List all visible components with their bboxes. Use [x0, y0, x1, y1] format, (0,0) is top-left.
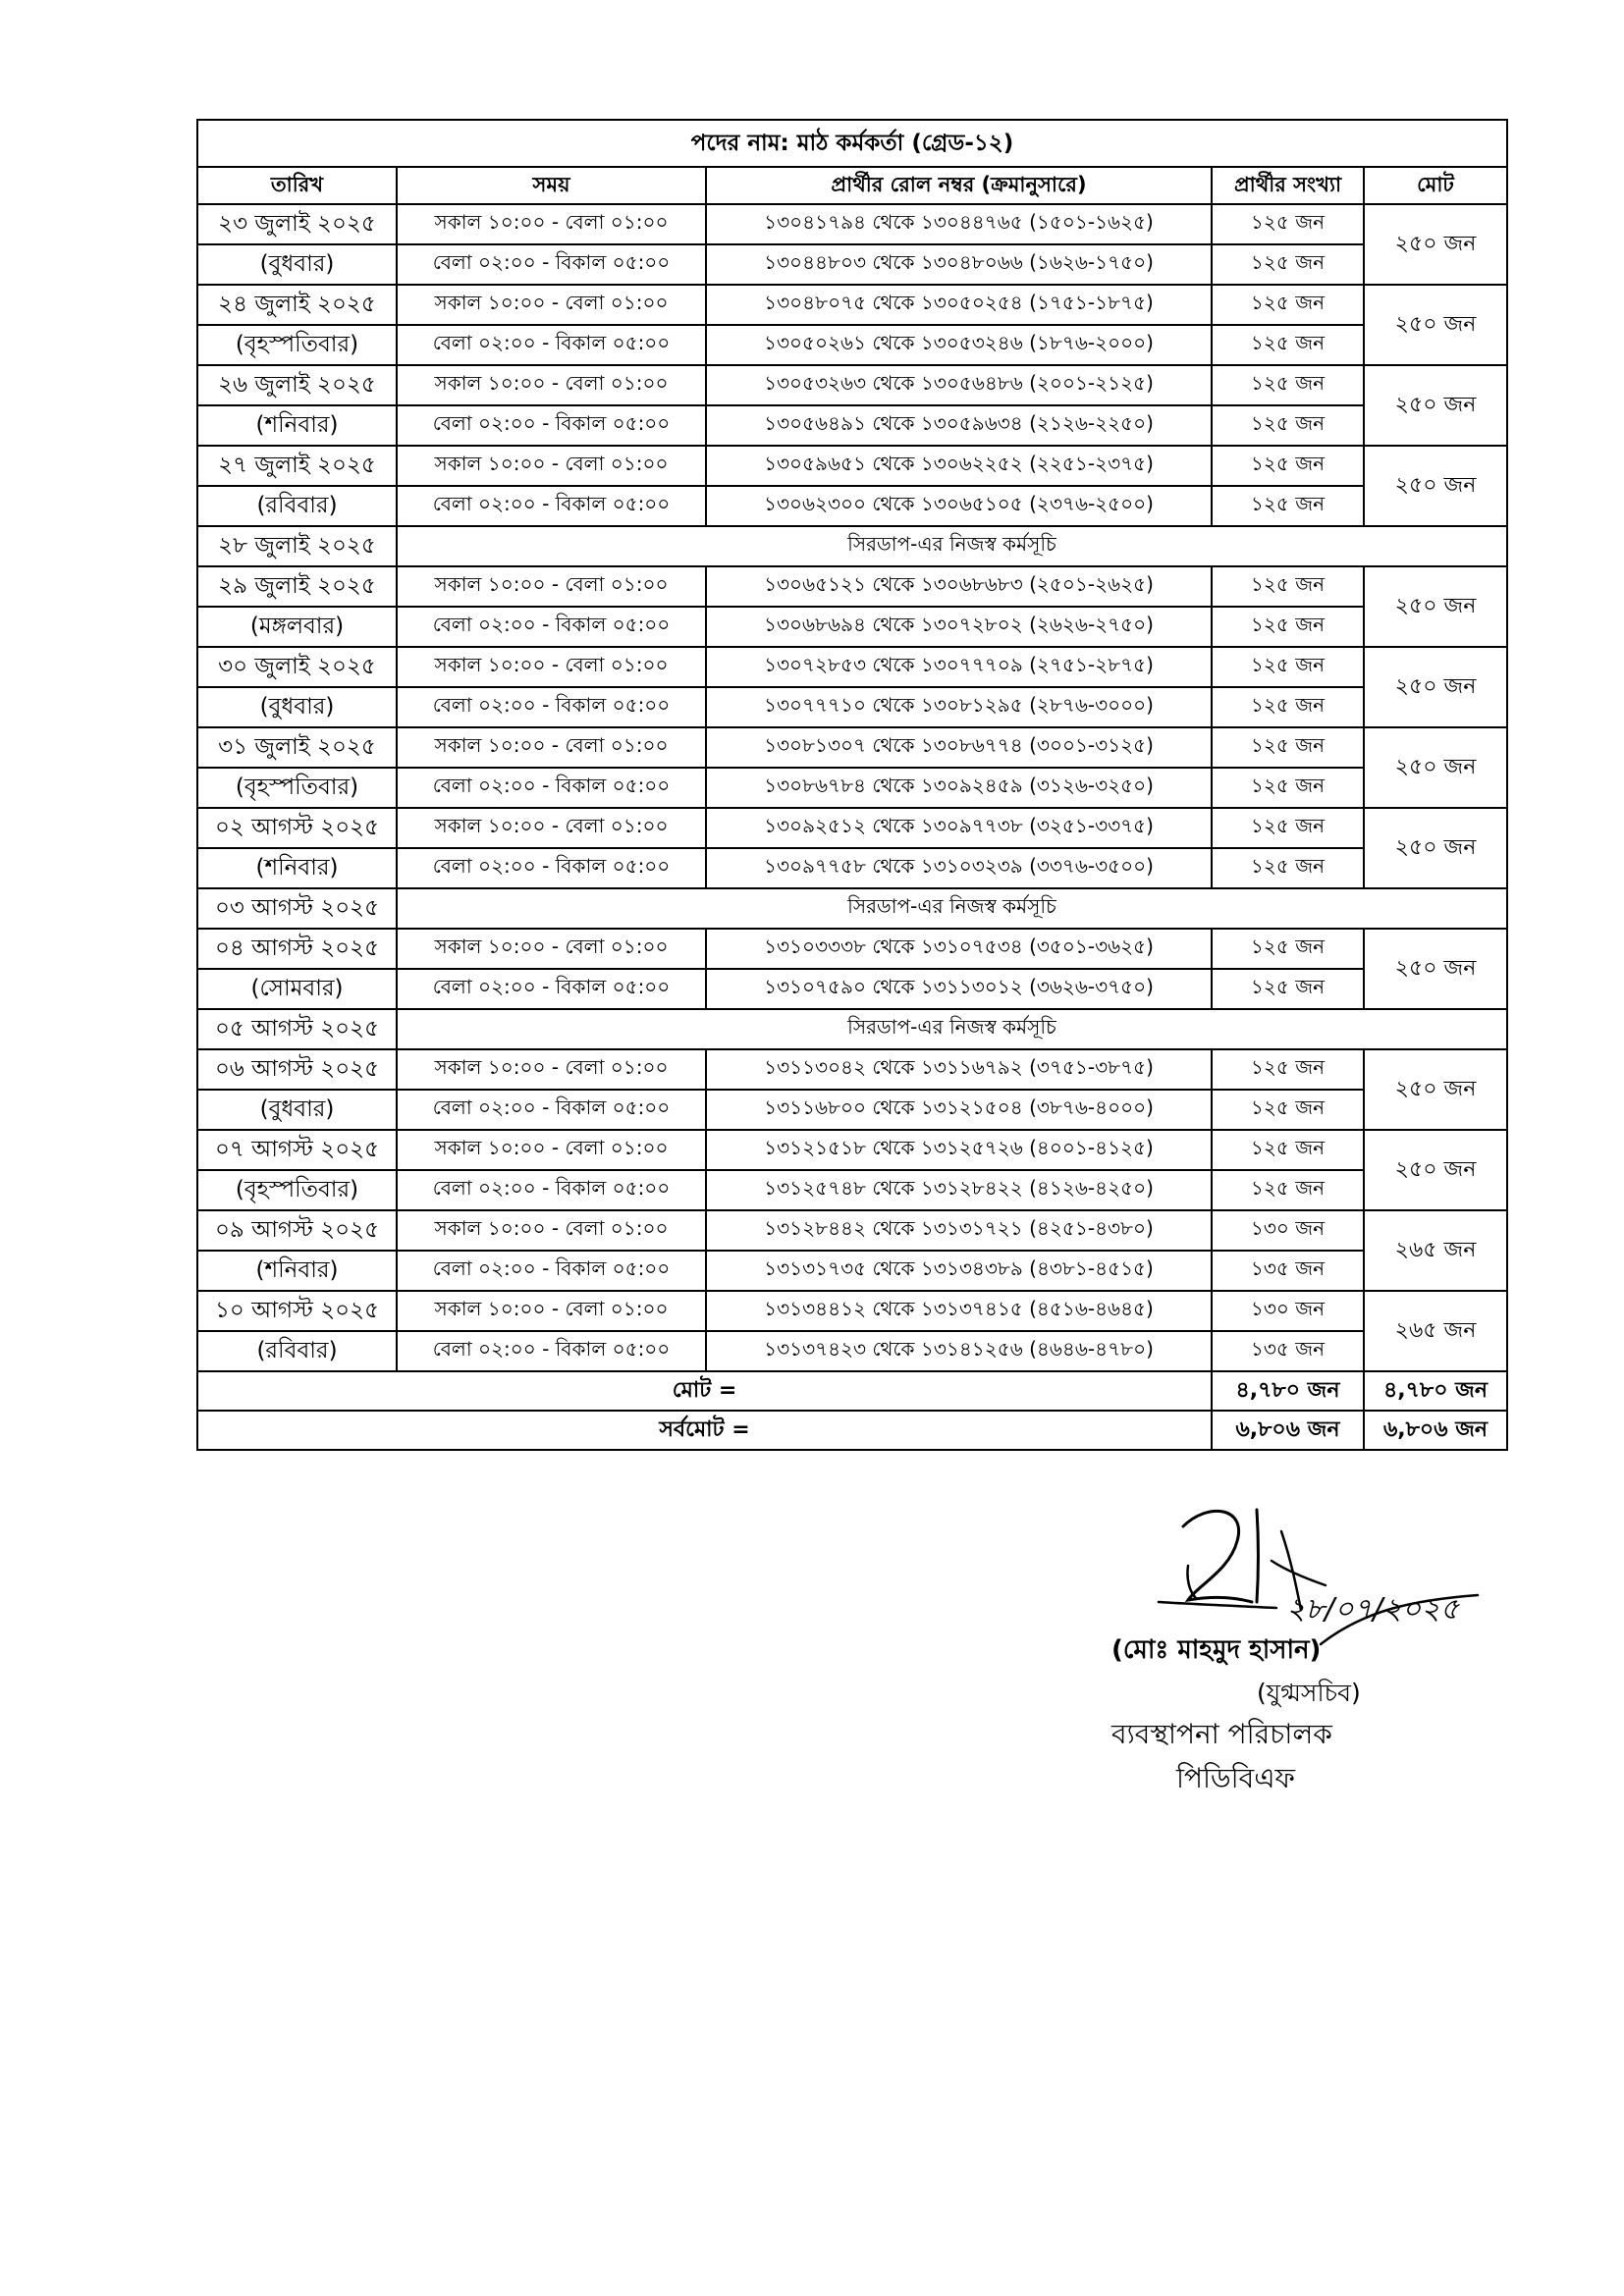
table-row — [197, 405, 1507, 446]
count-cell: ১২৫ জন — [1212, 486, 1364, 526]
time-cell: সকাল ১০:০০ - বেলা ০১:০০ — [397, 1130, 706, 1170]
table-row — [197, 285, 1507, 325]
day-cell: (রবিবার) — [197, 1331, 397, 1371]
time-cell: বেলা ০২:০০ - বিকাল ০৫:০০ — [397, 244, 706, 285]
total-cell: ২৫০ জন — [1364, 1130, 1507, 1210]
time-cell: সকাল ১০:০০ - বেলা ০১:০০ — [397, 727, 706, 768]
roll-cell: ১৩০৪১৭৯৪ থেকে ১৩০৪৪৭৬৫ (১৫০১-১৬২৫) — [706, 204, 1212, 244]
roll-cell: ১৩০৮৬৭৮৪ থেকে ১৩০৯২৪৫৯ (৩১২৬-৩২৫০) — [706, 768, 1212, 808]
table-row — [197, 848, 1507, 888]
header-time: সময় — [397, 167, 706, 204]
date-cell: ২৩ জুলাই ২০২৫ — [197, 204, 397, 244]
date-cell: ০৬ আগস্ট ২০২৫ — [197, 1049, 397, 1090]
table-row — [197, 244, 1507, 285]
day-cell: (বুধবার) — [197, 1090, 397, 1130]
table-row — [197, 1210, 1507, 1251]
count-cell: ১২৫ জন — [1212, 647, 1364, 687]
time-cell: সকাল ১০:০০ - বেলা ০১:০০ — [397, 566, 706, 607]
roll-cell: ১৩০৪৮০৭৫ থেকে ১৩০৫০২৫৪ (১৭৫১-১৮৭৫) — [706, 285, 1212, 325]
count-cell: ১৩৫ জন — [1212, 1331, 1364, 1371]
footer-count: ৬,৮০৬ জন — [1212, 1411, 1364, 1450]
table-row — [197, 929, 1507, 969]
signatory-role: ব্যবস্থাপনা পরিচালক — [1111, 1718, 1332, 1750]
count-cell: ১২৫ জন — [1212, 929, 1364, 969]
time-cell: বেলা ০২:০০ - বিকাল ০৫:০০ — [397, 1251, 706, 1291]
total-cell: ২৫০ জন — [1364, 446, 1507, 526]
time-cell: বেলা ০২:০০ - বিকাল ০৫:০০ — [397, 405, 706, 446]
time-cell: বেলা ০২:০০ - বিকাল ০৫:০০ — [397, 607, 706, 647]
roll-cell: ১৩১৩১৭৩৫ থেকে ১৩১৩৪৩৮৯ (৪৩৮১-৪৫১৫) — [706, 1251, 1212, 1291]
footer-count: ৪,৭৮০ জন — [1212, 1371, 1364, 1411]
roll-cell: ১৩১২৫৭৪৮ থেকে ১৩১২৮৪২২ (৪১২৬-৪২৫০) — [706, 1170, 1212, 1210]
roll-cell: ১৩১২৮৪৪২ থেকে ১৩১৩১৭২১ (৪২৫১-৪৩৮০) — [706, 1210, 1212, 1251]
total-cell: ২৫০ জন — [1364, 929, 1507, 1009]
date-cell: ২৮ জুলাই ২০২৫ — [197, 526, 397, 566]
header-count: প্রার্থীর সংখ্যা — [1212, 167, 1364, 204]
roll-cell: ১৩০৫৬৪৯১ থেকে ১৩০৫৯৬৩৪ (২১২৬-২২৫০) — [706, 405, 1212, 446]
count-cell: ১২৫ জন — [1212, 768, 1364, 808]
total-cell: ২৫০ জন — [1364, 566, 1507, 647]
count-cell: ১২৫ জন — [1212, 687, 1364, 727]
day-cell: (সোমবার) — [197, 969, 397, 1009]
day-cell: (বৃহস্পতিবার) — [197, 1170, 397, 1210]
date-cell: ০৭ আগস্ট ২০২৫ — [197, 1130, 397, 1170]
table-row — [197, 1130, 1507, 1170]
roll-cell: ১৩০৬৫১২১ থেকে ১৩০৬৮৬৮৩ (২৫০১-২৬২৫) — [706, 566, 1212, 607]
day-cell: (বুধবার) — [197, 244, 397, 285]
total-cell: ২৫০ জন — [1364, 285, 1507, 365]
day-cell: (বৃহস্পতিবার) — [197, 325, 397, 365]
time-cell: সকাল ১০:০০ - বেলা ০১:০০ — [397, 1291, 706, 1331]
table-title: পদের নাম: মাঠ কর্মকর্তা (গ্রেড-১২) — [197, 120, 1507, 167]
date-cell: ২৯ জুলাই ২০২৫ — [197, 566, 397, 607]
roll-cell: ১৩০৫৯৬৫১ থেকে ১৩০৬২২৫২ (২২৫১-২৩৭৫) — [706, 446, 1212, 486]
time-cell: সকাল ১০:০০ - বেলা ০১:০০ — [397, 647, 706, 687]
exam-schedule-table — [196, 119, 1508, 1451]
time-cell: বেলা ০২:০০ - বিকাল ০৫:০০ — [397, 687, 706, 727]
date-cell: ০৫ আগস্ট ২০২৫ — [197, 1009, 397, 1049]
time-cell: সকাল ১০:০০ - বেলা ০১:০০ — [397, 365, 706, 405]
count-cell: ১২৫ জন — [1212, 325, 1364, 365]
date-cell: ০৯ আগস্ট ২০২৫ — [197, 1210, 397, 1251]
time-cell: সকাল ১০:০০ - বেলা ০১:০০ — [397, 204, 706, 244]
count-cell: ১৩৫ জন — [1212, 1251, 1364, 1291]
roll-cell: ১৩১৩৪৪১২ থেকে ১৩১৩৭৪১৫ (৪৫১৬-৪৬৪৫) — [706, 1291, 1212, 1331]
count-cell: ১২৫ জন — [1212, 848, 1364, 888]
roll-cell: ১৩০৯৭৭৫৮ থেকে ১৩১০৩২৩৯ (৩৩৭৬-৩৫০০) — [706, 848, 1212, 888]
day-cell: (বৃহস্পতিবার) — [197, 768, 397, 808]
signatory-org: পিডিবিএফ — [1176, 1762, 1295, 1794]
count-cell: ১২৫ জন — [1212, 204, 1364, 244]
count-cell: ১২৫ জন — [1212, 1090, 1364, 1130]
table-row — [197, 446, 1507, 486]
total-cell: ২৫০ জন — [1364, 808, 1507, 888]
count-cell: ১২৫ জন — [1212, 808, 1364, 848]
table-row — [197, 888, 1507, 929]
time-cell: বেলা ০২:০০ - বিকাল ০৫:০০ — [397, 1090, 706, 1130]
table-row — [197, 204, 1507, 244]
count-cell: ১২৫ জন — [1212, 405, 1364, 446]
time-cell: সকাল ১০:০০ - বেলা ০১:০০ — [397, 1210, 706, 1251]
time-cell: সকাল ১০:০০ - বেলা ০১:০০ — [397, 285, 706, 325]
time-cell: সকাল ১০:০০ - বেলা ০১:০০ — [397, 808, 706, 848]
count-cell: ১২৫ জন — [1212, 244, 1364, 285]
date-cell: ০২ আগস্ট ২০২৫ — [197, 808, 397, 848]
day-cell: (শনিবার) — [197, 848, 397, 888]
date-cell: ০৩ আগস্ট ২০২৫ — [197, 888, 397, 929]
time-cell: বেলা ০২:০০ - বিকাল ০৫:০০ — [397, 768, 706, 808]
day-cell: (বুধবার) — [197, 687, 397, 727]
time-cell: বেলা ০২:০০ - বিকাল ০৫:০০ — [397, 848, 706, 888]
count-cell: ১২৫ জন — [1212, 1170, 1364, 1210]
time-cell: বেলা ০২:০০ - বিকাল ০৫:০০ — [397, 1170, 706, 1210]
day-cell: (শনিবার) — [197, 1251, 397, 1291]
count-cell: ১২৫ জন — [1212, 1049, 1364, 1090]
roll-cell: ১৩০৮১৩০৭ থেকে ১৩০৮৬৭৭৪ (৩০০১-৩১২৫) — [706, 727, 1212, 768]
note-cell: সিরডাপ-এর নিজস্ব কর্মসূচি — [397, 526, 1507, 566]
roll-cell: ১৩০৪৪৮০৩ থেকে ১৩০৪৮০৬৬ (১৬২৬-১৭৫০) — [706, 244, 1212, 285]
footer-label: সর্বমোট = — [197, 1411, 1212, 1450]
roll-cell: ১৩০৬৮৬৯৪ থেকে ১৩০৭২৮০২ (২৬২৬-২৭৫০) — [706, 607, 1212, 647]
footer-total: ৪,৭৮০ জন — [1364, 1371, 1507, 1411]
table-row — [197, 325, 1507, 365]
signatory-name: (মোঃ মাহমুদ হাসান) — [1111, 1635, 1322, 1665]
table-row — [197, 727, 1507, 768]
count-cell: ১২৫ জন — [1212, 365, 1364, 405]
table-row — [197, 647, 1507, 687]
total-cell: ২৬৫ জন — [1364, 1291, 1507, 1371]
time-cell: সকাল ১০:০০ - বেলা ০১:০০ — [397, 929, 706, 969]
roll-cell: ১৩১২১৫১৮ থেকে ১৩১২৫৭২৬ (৪০০১-৪১২৫) — [706, 1130, 1212, 1170]
total-cell: ২৫০ জন — [1364, 204, 1507, 285]
date-cell: ৩১ জুলাই ২০২৫ — [197, 727, 397, 768]
roll-cell: ১৩০৭৭৭১০ থেকে ১৩০৮১২৯৫ (২৮৭৬-৩০০০) — [706, 687, 1212, 727]
date-cell: ৩০ জুলাই ২০২৫ — [197, 647, 397, 687]
count-cell: ১২৫ জন — [1212, 607, 1364, 647]
total-cell: ২৫০ জন — [1364, 1049, 1507, 1130]
table-row — [197, 526, 1507, 566]
day-cell: (মঙ্গলবার) — [197, 607, 397, 647]
table-row — [197, 365, 1507, 405]
count-cell: ১২৫ জন — [1212, 566, 1364, 607]
total-cell: ২৫০ জন — [1364, 647, 1507, 727]
count-cell: ১২৫ জন — [1212, 1130, 1364, 1170]
table-row — [197, 1251, 1507, 1291]
day-cell: (রবিবার) — [197, 486, 397, 526]
count-cell: ১২৫ জন — [1212, 285, 1364, 325]
roll-cell: ১৩০৬২৩০০ থেকে ১৩০৬৫১০৫ (২৩৭৬-২৫০০) — [706, 486, 1212, 526]
table-row — [197, 768, 1507, 808]
table-row — [197, 687, 1507, 727]
roll-cell: ১৩১১৩০৪২ থেকে ১৩১১৬৭৯২ (৩৭৫১-৩৮৭৫) — [706, 1049, 1212, 1090]
signatory-designation: (যুগ্মসচিব) — [1257, 1679, 1361, 1707]
time-cell: বেলা ০২:০০ - বিকাল ০৫:০০ — [397, 969, 706, 1009]
roll-cell: ১৩০৫০২৬১ থেকে ১৩০৫৩২৪৬ (১৮৭৬-২০০০) — [706, 325, 1212, 365]
table-row — [197, 969, 1507, 1009]
roll-cell: ১৩১০৩৩৩৮ থেকে ১৩১০৭৫৩৪ (৩৫০১-৩৬২৫) — [706, 929, 1212, 969]
table-row — [197, 1090, 1507, 1130]
time-cell: বেলা ০২:০০ - বিকাল ০৫:০০ — [397, 325, 706, 365]
table-row — [197, 1411, 1507, 1450]
table-row — [197, 808, 1507, 848]
count-cell: ১২৫ জন — [1212, 727, 1364, 768]
table-row — [197, 1291, 1507, 1331]
date-cell: ২৬ জুলাই ২০২৫ — [197, 365, 397, 405]
roll-cell: ১৩১১৬৮০০ থেকে ১৩১২১৫০৪ (৩৮৭৬-৪০০০) — [706, 1090, 1212, 1130]
table-row — [197, 1170, 1507, 1210]
table-row — [197, 486, 1507, 526]
table-row — [197, 1331, 1507, 1371]
footer-label: মোট = — [197, 1371, 1212, 1411]
table-row — [197, 1371, 1507, 1411]
count-cell: ১৩০ জন — [1212, 1210, 1364, 1251]
total-cell: ২৫০ জন — [1364, 727, 1507, 808]
signature-date: ২৮/০৭/২০২৫ — [1286, 1592, 1460, 1627]
day-cell: (শনিবার) — [197, 405, 397, 446]
date-cell: ১০ আগস্ট ২০২৫ — [197, 1291, 397, 1331]
roll-cell: ১৩১০৭৫৯০ থেকে ১৩১১৩০১২ (৩৬২৬-৩৭৫০) — [706, 969, 1212, 1009]
table-row — [197, 566, 1507, 607]
table-row — [197, 1009, 1507, 1049]
header-date: তারিখ — [197, 167, 397, 204]
total-cell: ২৬৫ জন — [1364, 1210, 1507, 1291]
time-cell: সকাল ১০:০০ - বেলা ০১:০০ — [397, 446, 706, 486]
total-cell: ২৫০ জন — [1364, 365, 1507, 446]
count-cell: ১৩০ জন — [1212, 1291, 1364, 1331]
header-total: মোট — [1364, 167, 1507, 204]
roll-cell: ১৩০৯২৫১২ থেকে ১৩০৯৭৭৩৮ (৩২৫১-৩৩৭৫) — [706, 808, 1212, 848]
table-row — [197, 607, 1507, 647]
date-cell: ০৪ আগস্ট ২০২৫ — [197, 929, 397, 969]
time-cell: সকাল ১০:০০ - বেলা ০১:০০ — [397, 1049, 706, 1090]
table-row — [197, 1049, 1507, 1090]
date-cell: ২৪ জুলাই ২০২৫ — [197, 285, 397, 325]
note-cell: সিরডাপ-এর নিজস্ব কর্মসূচি — [397, 888, 1507, 929]
note-cell: সিরডাপ-এর নিজস্ব কর্মসূচি — [397, 1009, 1507, 1049]
roll-cell: ১৩১৩৭৪২৩ থেকে ১৩১৪১২৫৬ (৪৬৪৬-৪৭৮০) — [706, 1331, 1212, 1371]
time-cell: বেলা ০২:০০ - বিকাল ০৫:০০ — [397, 1331, 706, 1371]
roll-cell: ১৩০৫৩২৬৩ থেকে ১৩০৫৬৪৮৬ (২০০১-২১২৫) — [706, 365, 1212, 405]
date-cell: ২৭ জুলাই ২০২৫ — [197, 446, 397, 486]
count-cell: ১২৫ জন — [1212, 969, 1364, 1009]
header-roll: প্রার্থীর রোল নম্বর (ক্রমানুসারে) — [706, 167, 1212, 204]
time-cell: বেলা ০২:০০ - বিকাল ০৫:০০ — [397, 486, 706, 526]
count-cell: ১২৫ জন — [1212, 446, 1364, 486]
roll-cell: ১৩০৭২৮৫৩ থেকে ১৩০৭৭৭০৯ (২৭৫১-২৮৭৫) — [706, 647, 1212, 687]
footer-total: ৬,৮০৬ জন — [1364, 1411, 1507, 1450]
signature-block — [1090, 1492, 1522, 1865]
